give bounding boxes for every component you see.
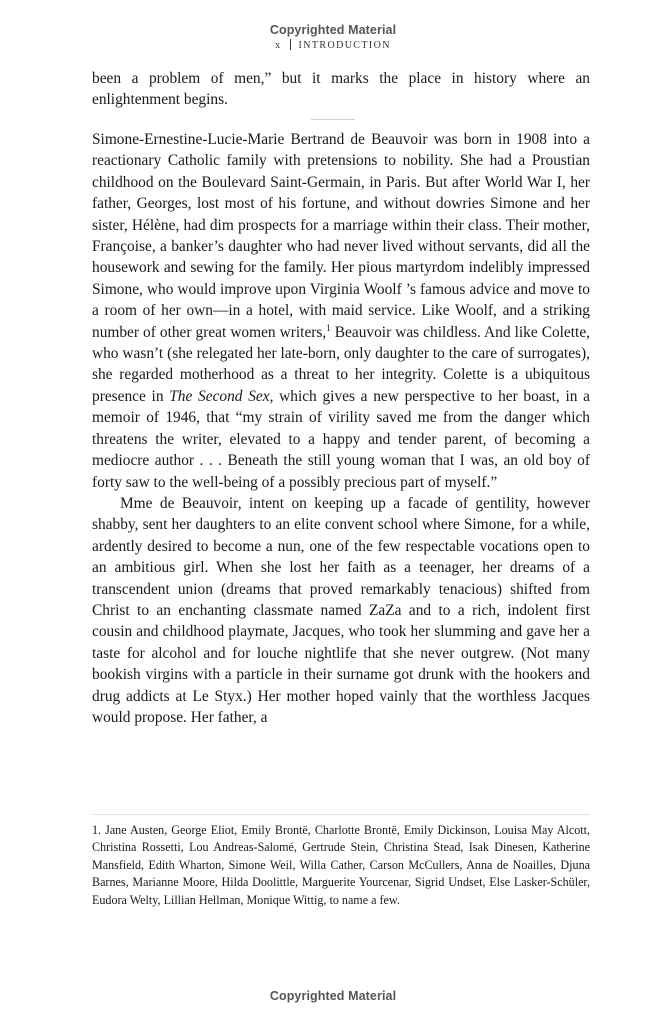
paragraph-beauvoir-birth	[92, 129, 590, 493]
footnote-text: 1. Jane Austen, George Eliot, Emily Brontë, Charlotte Brontë, Emily Dickinson, Louisa May Alcott, Christina Rossetti, Lou Andreas-Salomé, Gertrude Stein, Christina Stead, Isak Dinesen, Katherine Mansfield, Edith Wharton, Simone Weil, Willa Cather, Carson McCullers, Anna de Noailles, Djuna Barnes, Marianne Moore, Hilda Doolittle, Marguerite Yourcenar, Sigrid Undset, Else Lasker-Schüler, Eudora Welty, Lillian Hellman, Monique Wittig, to name a few.	[92, 823, 590, 907]
footnote-divider	[92, 814, 590, 815]
page-number: x	[275, 40, 282, 51]
paragraph-text: Simone-Ernestine-Lucie-Marie Bertrand de Beauvoir was born in 1908 into a reactionary Catholic family with pretensions to nobility. She had a Proustian childhood on the Boulevard Saint-Germain, in Paris. But after World War I, her father, Georges, lost most of his fortune, and without dowries Simone and her sister, Hélène, had dim prospects for a marriage within their class. Their mother, Françoise, a banker’s daughter who had never lived without servants, did all the housework and sewing for the family. Her pious martyrdom indelibly impressed Simone, who would improve upon Virginia Woolf ’s famous advice and move to a room of her own—in a hotel, with maid service. Like Woolf, and a striking number of other great women writers,	[92, 131, 590, 341]
running-head-separator	[290, 39, 291, 50]
section-break-rule	[311, 119, 355, 120]
opening-paragraph: been a problem of men,” but it marks the place in history where an enlightenment begins.	[92, 70, 590, 109]
paragraph-text: , which gives a new perspective to her boast, in a memoir of 1946, that “my strain of virility saved me from the danger which threatens the writer, elevated to a happy and tender parent, of becoming a mediocre author . . . Beneath the still young woman that I was, an old boy of forty saw to the well-being of a possibly precious part of myself.”	[92, 387, 591, 491]
opening-text	[92, 68, 590, 111]
footnote-reference[interactable]: 1	[326, 322, 331, 333]
footnote	[92, 822, 590, 909]
section-title: INTRODUCTION	[298, 40, 391, 51]
book-title: The Second Sex	[169, 387, 270, 405]
main-text	[92, 129, 590, 728]
watermark-top: Copyrighted Material	[269, 23, 397, 37]
watermark-bottom: Copyrighted Material	[269, 989, 397, 1003]
paragraph-text: Beauvoir was childless. And like Colette, who wasn’t (she relegated her late-born, only daughter to the care of surrogates), she regarded motherhood as a threat to her integrity. Colette is a ubiquitous presence in	[92, 323, 590, 405]
paragraph-convent: Mme de Beauvoir, intent on keeping up a facade of gentility, however shabby, sent her daughters to an elite convent school where Simone, for a while, ardently desired to become a nun, one of the few respectable vocations open to an ambitious girl. When she lost her faith as a teenager, her dreams of a transcendent union (dreams that proved remarkably tenacious) shifted from Christ to an enchanting classmate named ZaZa and to a rich, indolent first cousin and childhood playmate, Jacques, who took her slumming and gave her a taste for alcohol and for louche nightlife that she never outgrew. (Not many bookish virgins with a particle in their surname got drunk with the hookers and drug addicts at Le Styx.) Her mother hoped vainly that the worthless Jacques would propose. Her father, a	[92, 494, 590, 726]
running-head	[0, 39, 666, 51]
